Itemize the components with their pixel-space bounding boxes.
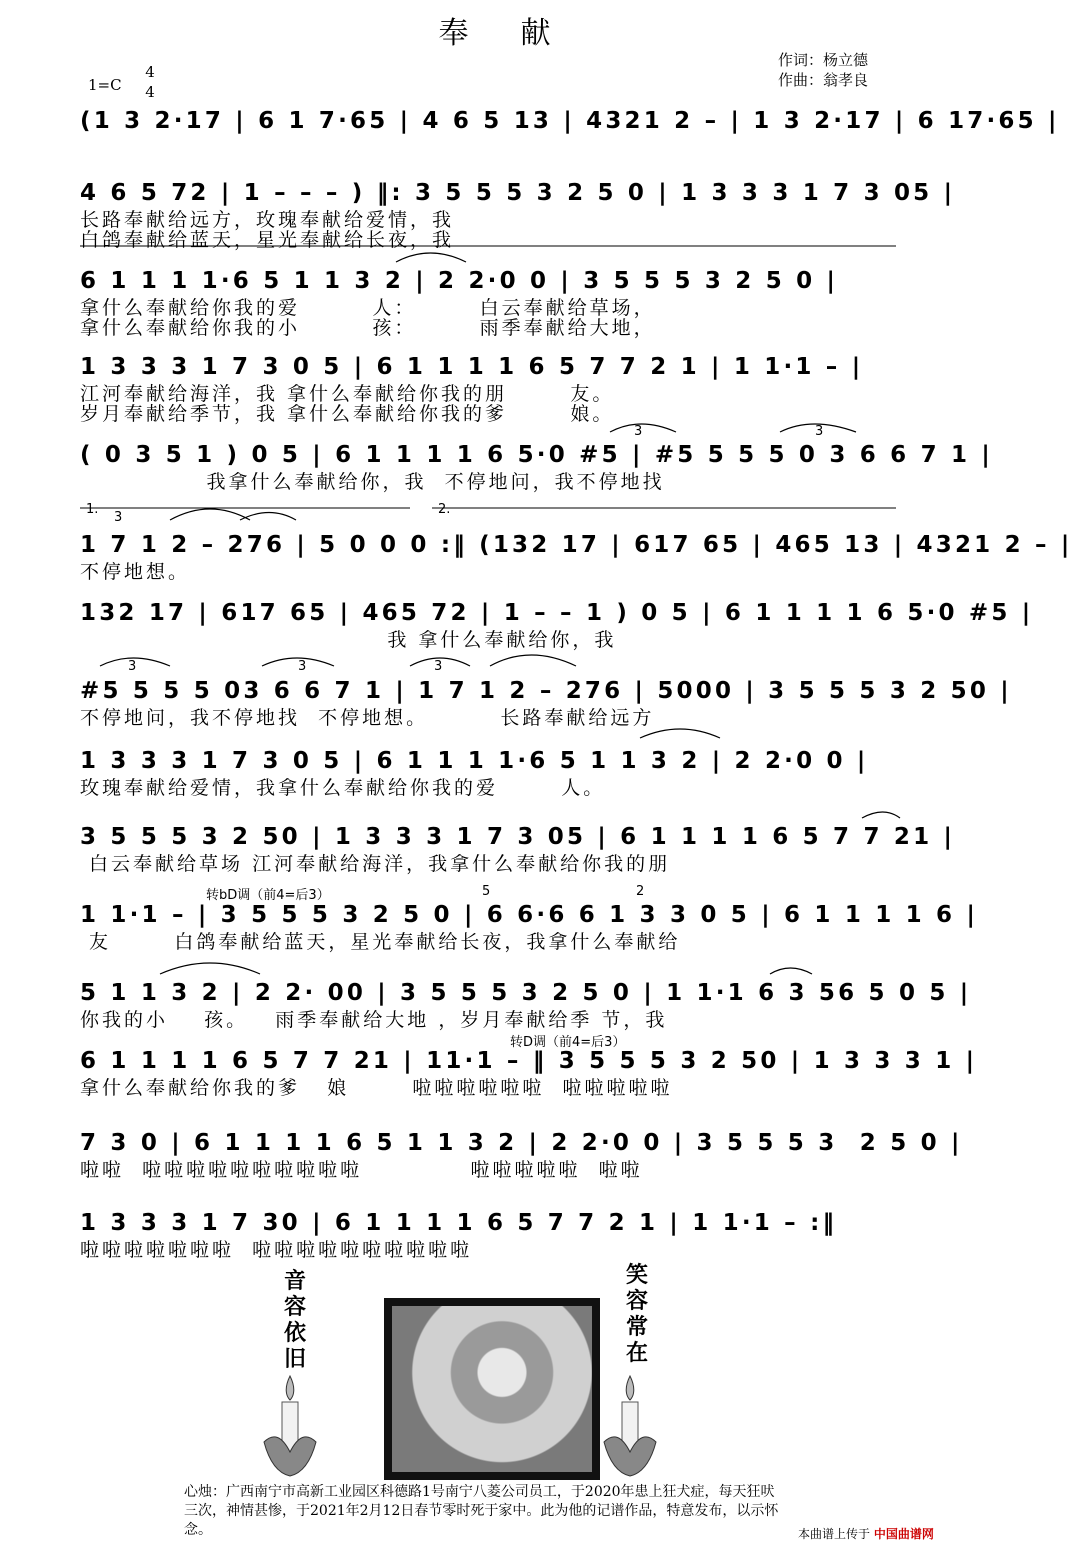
ending-1-mark: 1. [86,502,99,517]
slur [410,658,470,666]
slur [770,968,812,974]
modulation-mark-2: 转D调（前4=后3） [510,1035,626,1050]
lyric-line: 不停地想。 [80,561,191,583]
fingering-mark: 5 [482,884,491,899]
right-vertical-text: 笑容常在 [625,1262,648,1366]
notation-line: 6 1 1 1 1·6 5 1 1 3 2 | 2 2·0 0 | 3 5 5 5 3 2 5 0 | [80,268,839,294]
slur [396,253,466,262]
slur [262,658,334,666]
lyric-line: 你我的小 孩。 雨季奉献给大地 ，岁月奉献给季 节，我 [80,1009,668,1031]
lyric-line: 长路奉献给远方，玫瑰奉献给爱情，我 [80,209,455,231]
memorial-photo [384,1298,600,1480]
fingering-mark: 2 [636,884,645,899]
triplet-mark: 3 [114,510,123,525]
notation-line: 1 1·1 – | 3 5 5 5 3 2 5 0 | 6 6·6 6 1 3 3 0 5 | 6 1 1 1 1 6 | [80,902,979,928]
notation-line: 6 1 1 1 1 6 5 7 7 21 | 11·1 – ‖ 3 5 5 5 3 2 50 | 1 3 3 3 1 | [80,1048,978,1074]
lyricist: 作词：杨立德 [778,51,869,69]
triplet-mark: 3 [434,659,443,674]
notation-line: 4 6 5 72 | 1 – – – ) ‖: 3 5 5 5 3 2 5 0 | 1 3 3 3 1 7 3 05 | [80,180,956,206]
slur [862,812,900,818]
triplet-mark: 3 [634,424,643,439]
slur [490,655,576,666]
notation-line: 1 3 3 3 1 7 3 0 5 | 6 1 1 1 1 6 5 7 7 2 1 | 1 1·1 – | [80,354,864,380]
notation-line: 1 3 3 3 1 7 30 | 6 1 1 1 1 6 5 7 7 2 1 | 1 1·1 – :‖ [80,1210,838,1236]
lyric-line: 玫瑰奉献给爱情，我拿什么奉献给你我的爱 人。 [80,777,606,799]
page-title: 奉献 [438,16,603,51]
lyric-line: 友 白鸽奉献给蓝天，星光奉献给长夜，我拿什么奉献给 [80,931,681,953]
slur [160,963,260,974]
left-vertical-text: 音容依旧 [283,1268,306,1372]
notation-line: 1 3 3 3 1 7 3 0 5 | 6 1 1 1 1·6 5 1 1 3 2 | 2 2·0 0 | [80,748,869,774]
modulation-mark-1: 转bD调（前4=后3） [206,888,330,903]
site-logo[interactable]: 中国曲谱网 [873,1527,934,1541]
lyric-line: 江河奉献给海洋，我 拿什么奉献给你我的朋 友。 [80,383,615,405]
key-signature: 1=C [88,76,122,94]
slur [170,509,250,520]
lyric-line: 拿什么奉献给你我的爱 人： 白云奉献给草场， [80,297,656,319]
notation-line: 3 5 5 5 3 2 50 | 1 3 3 3 1 7 3 05 | 6 1 1 1 1 6 5 7 7 21 | [80,824,956,850]
notation-line: 132 17 | 617 65 | 465 72 | 1 – – 1 ) 0 5 | 6 1 1 1 1 6 5·0 #5 | [80,600,1034,626]
lyric-line-verse2: 白鸽奉献给蓝天，星光奉献给长夜，我 [80,229,455,251]
triplet-mark: 3 [298,659,307,674]
lyric-line-verse2: 拿什么奉献给你我的小 孩： 雨季奉献给大地， [80,317,656,339]
upload-prefix: 本曲谱上传于 [798,1527,871,1541]
notation-line: #5 5 5 5 03 6 6 7 1 | 1 7 1 2 – 276 | 5000 | 3 5 5 5 3 2 50 | [80,678,1012,704]
composer: 作曲：翁孝良 [778,71,869,89]
lyric-line: 拿什么奉献给你我的爹 娘 啦啦啦啦啦啦 啦啦啦啦啦 [80,1077,673,1099]
lyric-line: 我拿什么奉献给你，我 不停地问，我不停地找 [80,471,665,493]
lyric-line: 白云奉献给草场 江河奉献给海洋，我拿什么奉献给你我的朋 [80,853,671,875]
candle-icon [598,1372,662,1482]
notation-line: ( 0 3 5 1 ) 0 5 | 6 1 1 1 1 6 5·0 #5 | #5 5 5 5 0 3 6 6 7 1 | [80,442,993,468]
meter-top: 4 [145,63,155,81]
lyric-line: 啦啦 啦啦啦啦啦啦啦啦啦啦 啦啦啦啦啦 啦啦 [80,1159,643,1181]
upload-credit [798,1525,934,1542]
lyric-line: 不停地问，我不停地找 不停地想。 长路奉献给远方 [80,707,655,729]
notation-line: (1 3 2·17 | 6 1 7·65 | 4 6 5 13 | 4321 2 – | 1 3 2·17 | 6 17·65 | [80,108,1060,134]
triplet-mark: 3 [128,659,137,674]
ending-2-mark: 2. [438,502,451,517]
slur [780,424,856,432]
lyric-line-verse2: 岁月奉献给季节，我 拿什么奉献给你我的爹 娘。 [80,403,615,425]
lyric-line: 啦啦啦啦啦啦啦 啦啦啦啦啦啦啦啦啦啦 [80,1239,473,1261]
triplet-mark: 3 [815,424,824,439]
slur [640,729,720,738]
memorial-text: 心烛：广西南宁市高新工业园区科德路1号南宁八菱公司员工，于2020年患上狂犬症，每天狂吠三次，神情甚惨，于2021年2月12日春节零时死于家中。此为他的记谱作品，特意发布，以示怀念。 [184,1484,779,1538]
candle-icon [258,1372,322,1482]
lyric-line: 我 拿什么奉献给你，我 [80,629,617,651]
notation-line: 5 1 1 3 2 | 2 2· 00 | 3 5 5 5 3 2 5 0 | 1 1·1 6 3 56 5 0 5 | [80,980,972,1006]
notation-line: 1 7 1 2 – 276 | 5 0 0 0 :‖ (132 17 | 617 65 | 465 13 | 4321 2 – | [80,532,1073,558]
portrait-image [392,1306,592,1472]
notation-line: 7 3 0 | 6 1 1 1 1 6 5 1 1 3 2 | 2 2·0 0 | 3 5 5 5 3 2 5 0 | [80,1130,963,1156]
meter-bottom: 4 [145,83,155,101]
slur [610,424,676,432]
slur [100,658,170,666]
